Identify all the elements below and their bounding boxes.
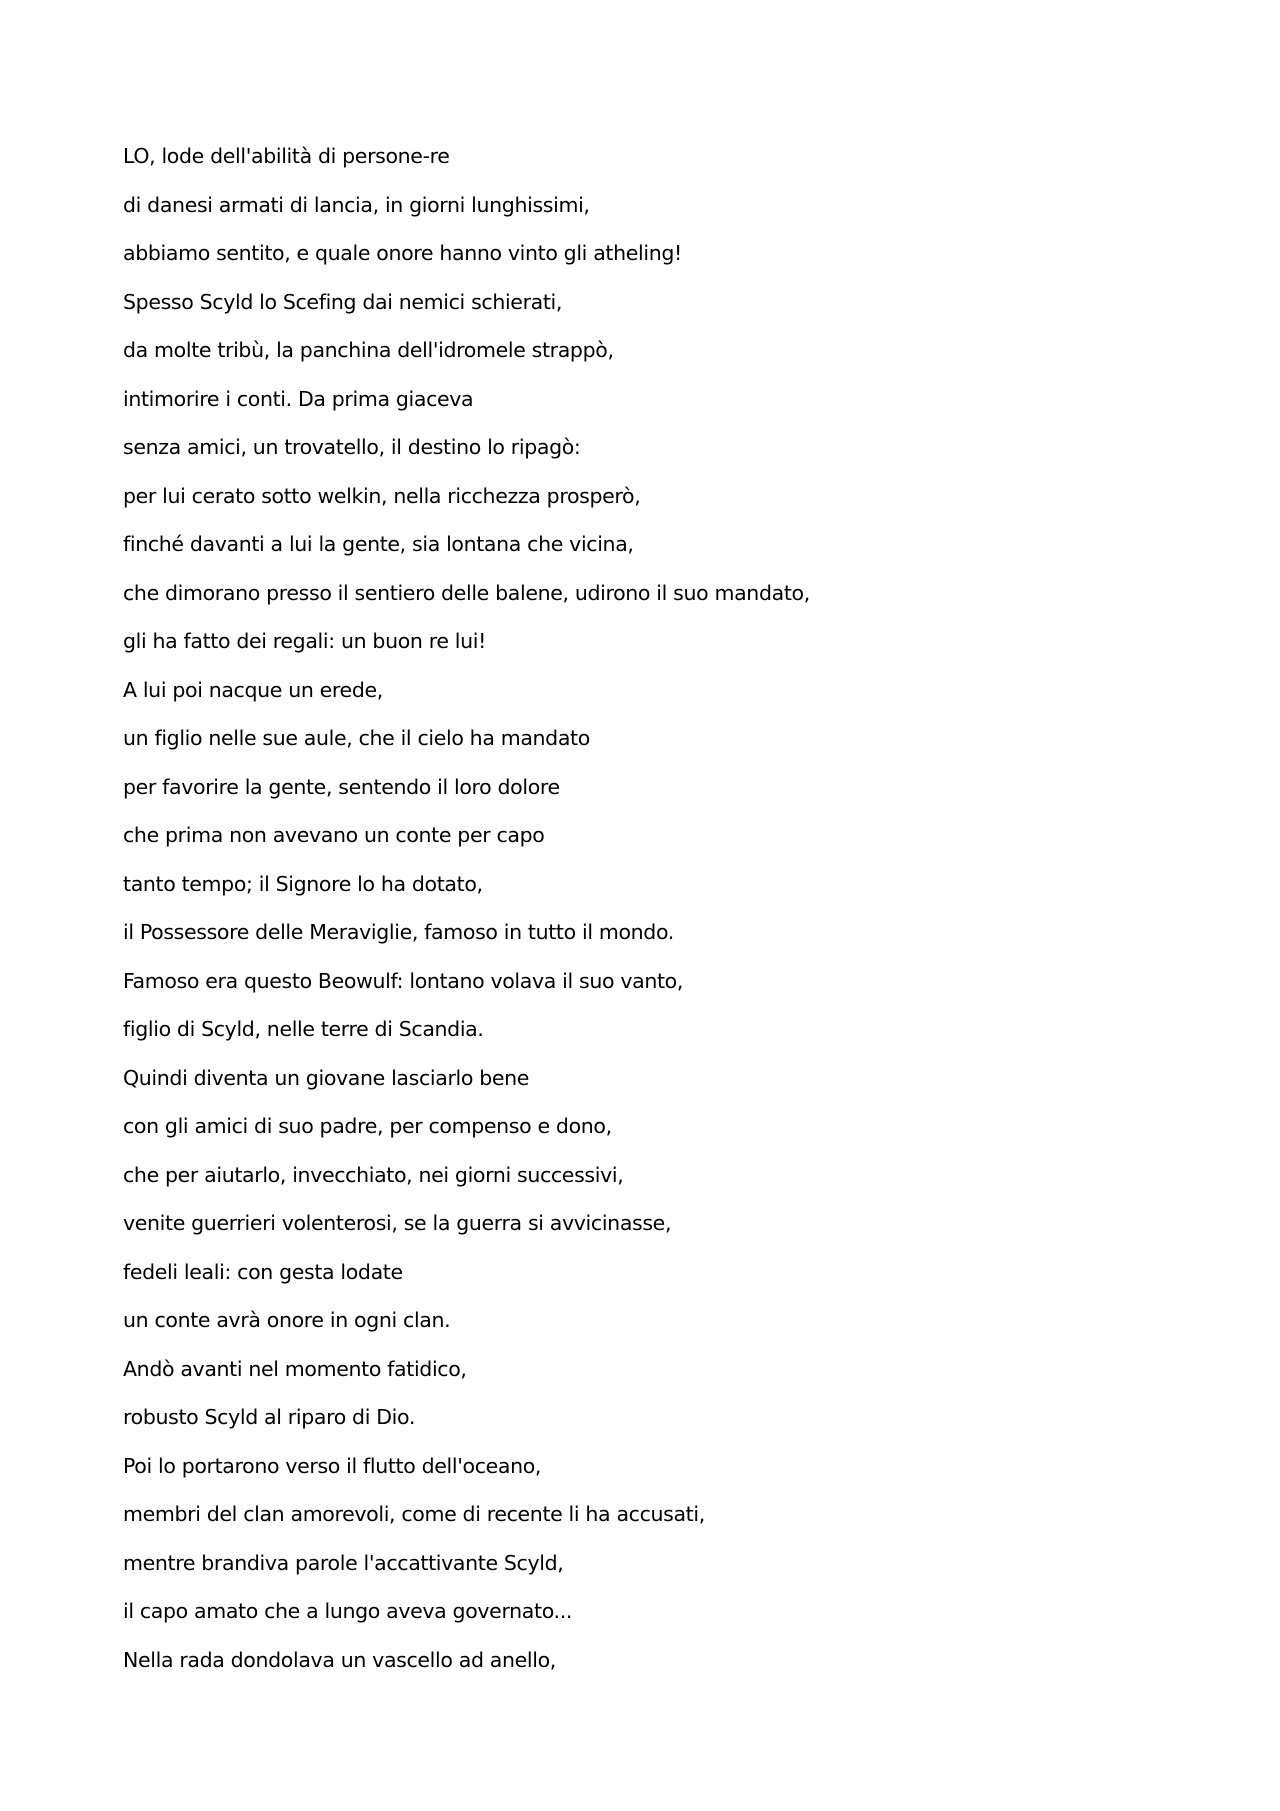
poem-line: il capo amato che a lungo aveva governato... (123, 1599, 573, 1623)
poem-line: robusto Scyld al riparo di Dio. (123, 1405, 416, 1429)
poem-line: per lui cerato sotto welkin, nella ricchezza prosperò, (123, 483, 641, 508)
poem-line: Andò avanti nel momento fatidico, (123, 1356, 467, 1381)
poem-line: LO, lode dell'abilità di persone-re (123, 144, 450, 168)
poem-line: con gli amici di suo padre, per compenso e dono, (123, 1114, 612, 1138)
poem-line: intimorire i conti. Da prima giaceva (123, 386, 474, 411)
poem-line: che dimorano presso il sentiero delle balene, udirono il suo mandato, (123, 580, 810, 605)
poem-line: Famoso era questo Beowulf: lontano volava il suo vanto, (123, 968, 684, 993)
poem-line: Quindi diventa un giovane lasciarlo bene (123, 1065, 530, 1090)
poem-line: da molte tribù, la panchina dell'idromele strappò, (123, 338, 614, 362)
poem-line: che prima non avevano un conte per capo (123, 823, 545, 847)
poem-line: mentre brandiva parole l'accattivante Scyld, (123, 1550, 564, 1575)
poem-line: A lui poi nacque un erede, (123, 677, 383, 702)
poem-line: Spesso Scyld lo Scefing dai nemici schierati, (123, 289, 563, 314)
poem-line: gli ha fatto dei regali: un buon re lui! (123, 629, 486, 653)
poem-line: per favorire la gente, sentendo il loro dolore (123, 774, 560, 799)
poem-line: che per aiutarlo, invecchiato, nei giorni successivi, (123, 1162, 624, 1187)
poem-text (123, 144, 1173, 1696)
poem-line: Poi lo portarono verso il flutto dell'oceano, (123, 1453, 542, 1478)
poem-line: venite guerrieri volenterosi, se la guerra si avvicinasse, (123, 1211, 672, 1235)
poem-line: un figlio nelle sue aule, che il cielo ha mandato (123, 726, 590, 750)
poem-line: Nella rada dondolava un vascello ad anello, (123, 1647, 556, 1672)
poem-line: un conte avrà onore in ogni clan. (123, 1308, 451, 1332)
poem-line: figlio di Scyld, nelle terre di Scandia. (123, 1017, 484, 1041)
poem-line: finché davanti a lui la gente, sia lontana che vicina, (123, 532, 634, 556)
poem-line: fedeli leali: con gesta lodate (123, 1259, 403, 1284)
poem-line: senza amici, un trovatello, il destino lo ripagò: (123, 435, 581, 459)
poem-line: abbiamo sentito, e quale onore hanno vinto gli atheling! (123, 241, 682, 265)
poem-line: il Possessore delle Meraviglie, famoso in tutto il mondo. (123, 920, 674, 944)
poem-line: membri del clan amorevoli, come di recente li ha accusati, (123, 1502, 705, 1526)
poem-line: tanto tempo; il Signore lo ha dotato, (123, 871, 483, 896)
poem-line: di danesi armati di lancia, in giorni lunghissimi, (123, 192, 590, 217)
